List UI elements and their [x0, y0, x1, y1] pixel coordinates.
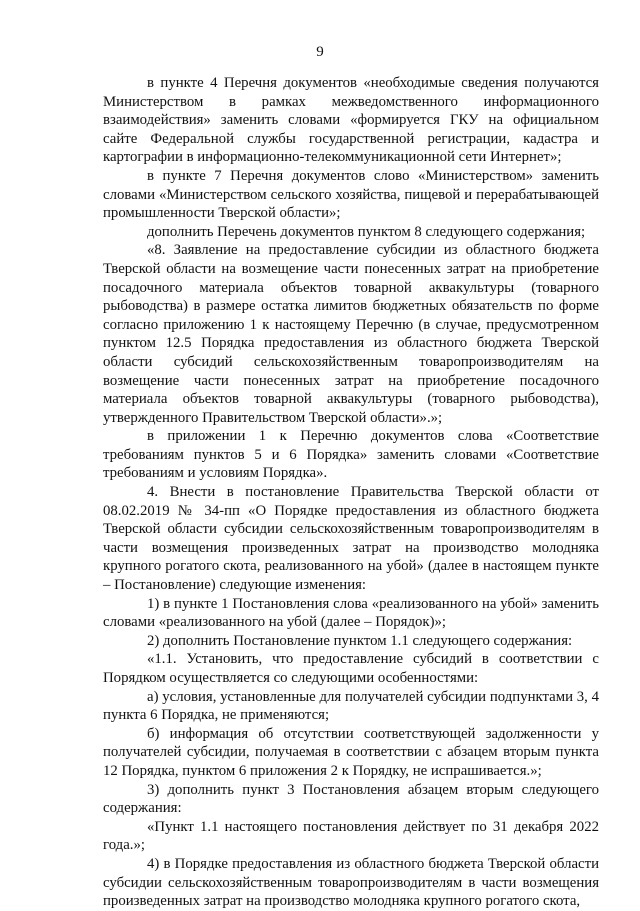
paragraph: б) информация об отсутствии соответствующей задолженности у получателей субсидии, получаемая в соответствии с абзацем вторым пункта 12 Порядка, пунктом 6 приложения 2 к Порядку, не испрашивается.»; — [103, 725, 599, 779]
paragraph: в пункте 7 Перечня документов слово «Министерством» заменить словами «Министерством сельского хозяйства, пищевой и перерабатывающей промышленности Тверской области»; — [103, 167, 599, 222]
paragraph: дополнить Перечень документов пунктом 8 следующего содержания; — [147, 223, 586, 240]
paragraph: 4. Внести в постановление Правительства Тверской области от 08.02.2019 № 34-пп «О Порядке предоставления из областного бюджета Тверской области субсидии сельскохозяйственным товаропроизводителям в части возмещения произведенных затрат на производство молодняка крупного рогатого скота, реализованного на убой» (далее в настоящем пункте – Постановление) следующие изменения: — [103, 484, 599, 594]
page-number: 9 — [316, 44, 324, 60]
paragraph: в приложении 1 к Перечню документов слова «Соответствие требованиям пунктов 5 и 6 Порядка» заменить словами «Соответствие требованиям и условиям Порядка». — [103, 428, 599, 482]
paragraph: «1.1. Установить, что предоставление субсидий в соответствии с Порядком осуществляется со следующими особенностями: — [103, 651, 599, 686]
paragraph: 3) дополнить пункт 3 Постановления абзацем вторым следующего содержания: — [103, 781, 599, 817]
paragraph: в пункте 4 Перечня документов «необходимые сведения получаются Министерством в рамках межведомственного информационного взаимодействия» заменить словами «формируется ГКУ на официальном сайте Федеральной службы государственной регистрации, кадастра и картографии в информационно-телекоммуникационной сети Интернет»; — [103, 75, 599, 166]
paragraph: «Пункт 1.1 настоящего постановления действует по 31 декабря 2022 года.»; — [103, 818, 599, 854]
paragraph: а) условия, установленные для получателей субсидии подпунктами 3, 4 пункта 6 Порядка, не применяются; — [103, 688, 599, 724]
paragraph: 2) дополнить Постановление пунктом 1.1 следующего содержания: — [147, 632, 573, 649]
paragraph: 4) в Порядке предоставления из областного бюджета Тверской области субсидии сельскохозяйственным товаропроизводителям в части возмещения произведенных затрат на производство молодняка крупного рогатого скота, — [103, 855, 599, 910]
paragraph: 1) в пункте 1 Постановления слова «реализованного на убой» заменить словами «реализованного на убой (далее – Порядок)»; — [103, 595, 599, 631]
paragraph: «8. Заявление на предоставление субсидии из областного бюджета Тверской области на возмещение части понесенных затрат на приобретение посадочного материала объектов товарной аквакультуры (товарного рыбоводства) в размере остатка лимитов бюджетных обязательств по форме согласно приложению 1 к настоящему Перечню (в случае, предусмотренном пунктом 12.5 Порядка предоставления из областного бюджета Тверской области субсидий сельскохозяйственным товаропроизводителям на возмещение части понесенных затрат на приобретение посадочного материала объектов товарной аквакультуры (товарного рыбоводства), утвержденного Правительством Тверской области».»; — [103, 242, 599, 426]
document-body — [103, 74, 599, 911]
